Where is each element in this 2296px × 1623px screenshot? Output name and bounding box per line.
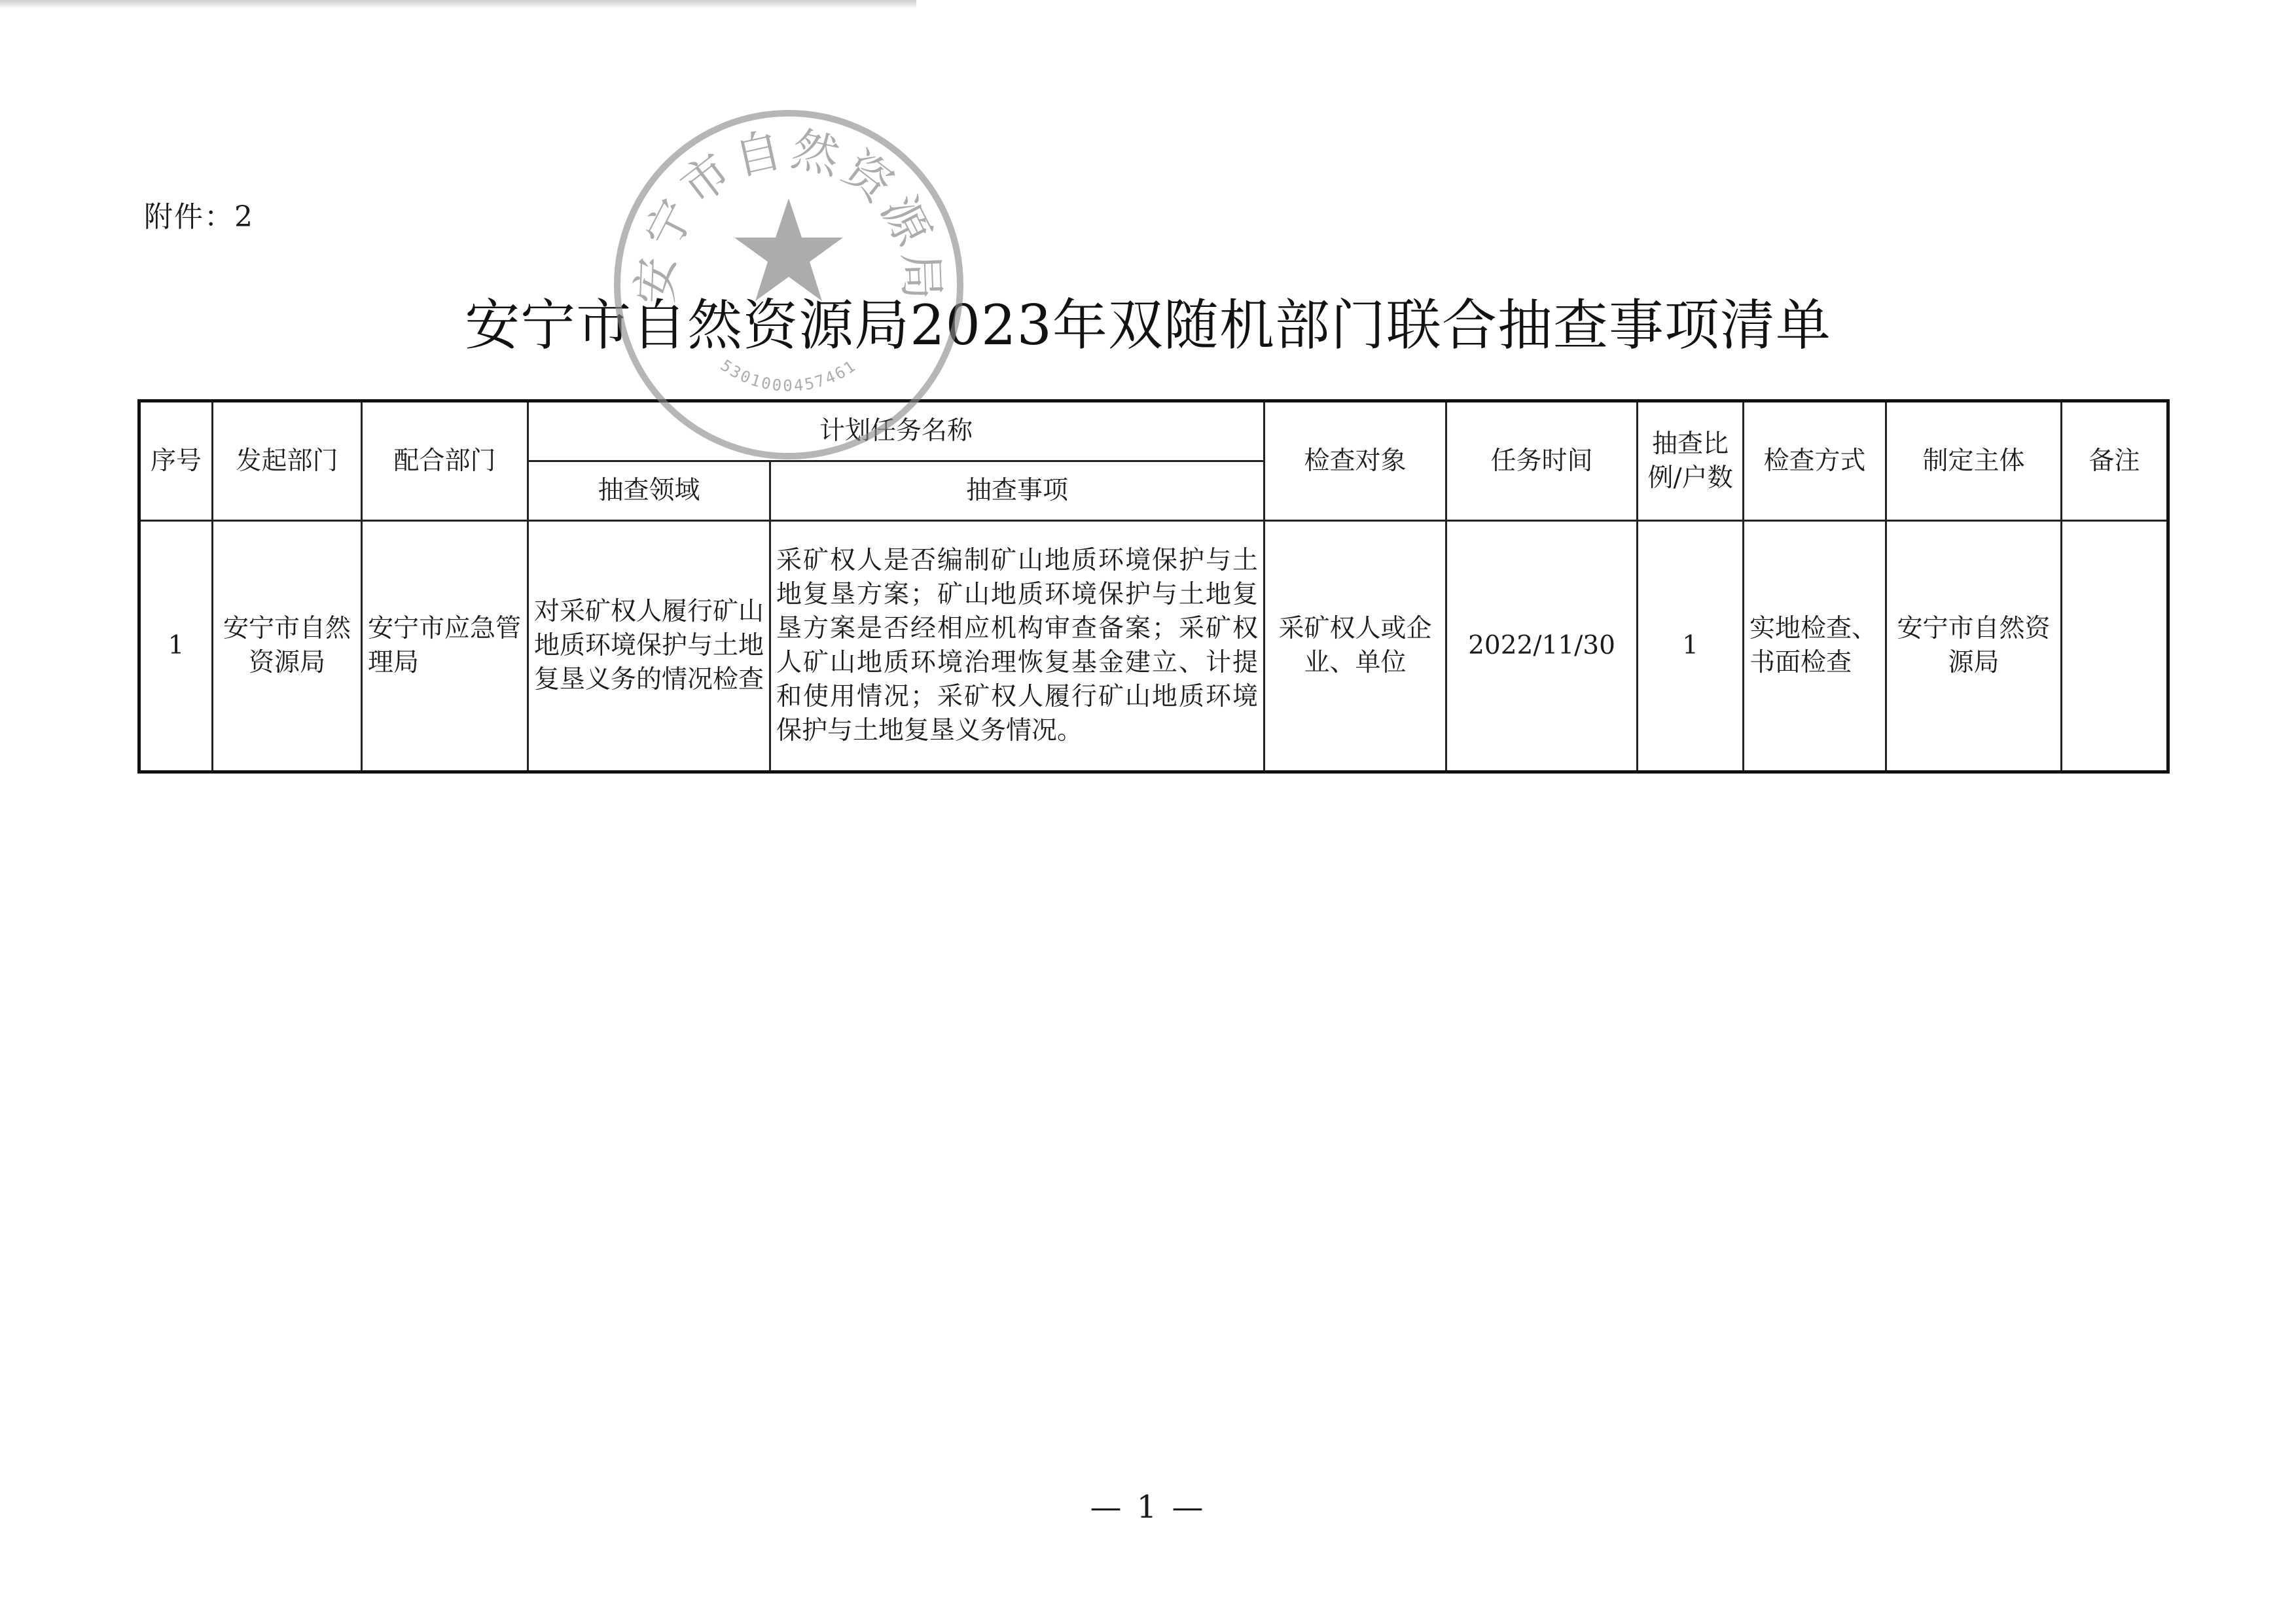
- header-maker: 制定主体: [1886, 401, 2062, 521]
- header-time: 任务时间: [1446, 401, 1638, 521]
- header-cooperator: 配合部门: [362, 401, 528, 521]
- header-initiator: 发起部门: [213, 401, 362, 521]
- header-target: 检查对象: [1265, 401, 1446, 521]
- document-title: 安宁市自然资源局2023年双随机部门联合抽查事项清单: [465, 293, 1831, 357]
- header-seq: 序号: [139, 401, 213, 521]
- header-method: 检查方式: [1744, 401, 1886, 521]
- official-seal: [612, 108, 965, 461]
- header-item: 抽查事项: [770, 461, 1265, 521]
- cell-ratio: 1: [1638, 521, 1744, 772]
- cell-item: 采矿权人是否编制矿山地质环境保护与土地复垦方案；矿山地质环境保护与土地复垦方案是否经相应机构审查备案；采矿权人矿山地质环境治理恢复基金建立、计提和使用情况；采矿权人履行矿山地质环境保护与土地复垦义务情况。: [770, 521, 1265, 772]
- seal-arc-text: 安宁市自然资源局: [627, 120, 950, 305]
- scan-edge: [0, 0, 916, 9]
- header-plan-task: 计划任务名称: [528, 401, 1265, 461]
- seal-star-icon: [734, 198, 843, 301]
- cell-domain: 对采矿权人履行矿山地质环境保护与土地复垦义务的情况检查: [528, 521, 770, 772]
- header-domain: 抽查领域: [528, 461, 770, 521]
- cell-initiator: 安宁市自然资源局: [213, 521, 362, 772]
- page-number: — 1 —: [1090, 1489, 1206, 1525]
- cell-target: 采矿权人或企业、单位: [1265, 521, 1446, 772]
- cell-method: 实地检查、书面检查: [1744, 521, 1886, 772]
- cell-seq: 1: [139, 521, 213, 772]
- table-row: [139, 521, 2168, 772]
- seal-code-text: 5301000457461: [717, 356, 861, 395]
- cell-remark: [2062, 521, 2168, 772]
- cell-time: 2022/11/30: [1446, 521, 1638, 772]
- attachment-label: 附件：2: [144, 200, 254, 234]
- cell-cooperator: 安宁市应急管理局: [362, 521, 528, 772]
- header-ratio: 抽查比例/户数: [1638, 401, 1744, 521]
- cell-maker: 安宁市自然资源局: [1886, 521, 2062, 772]
- header-remark: 备注: [2062, 401, 2168, 521]
- inspection-table: [137, 399, 2170, 774]
